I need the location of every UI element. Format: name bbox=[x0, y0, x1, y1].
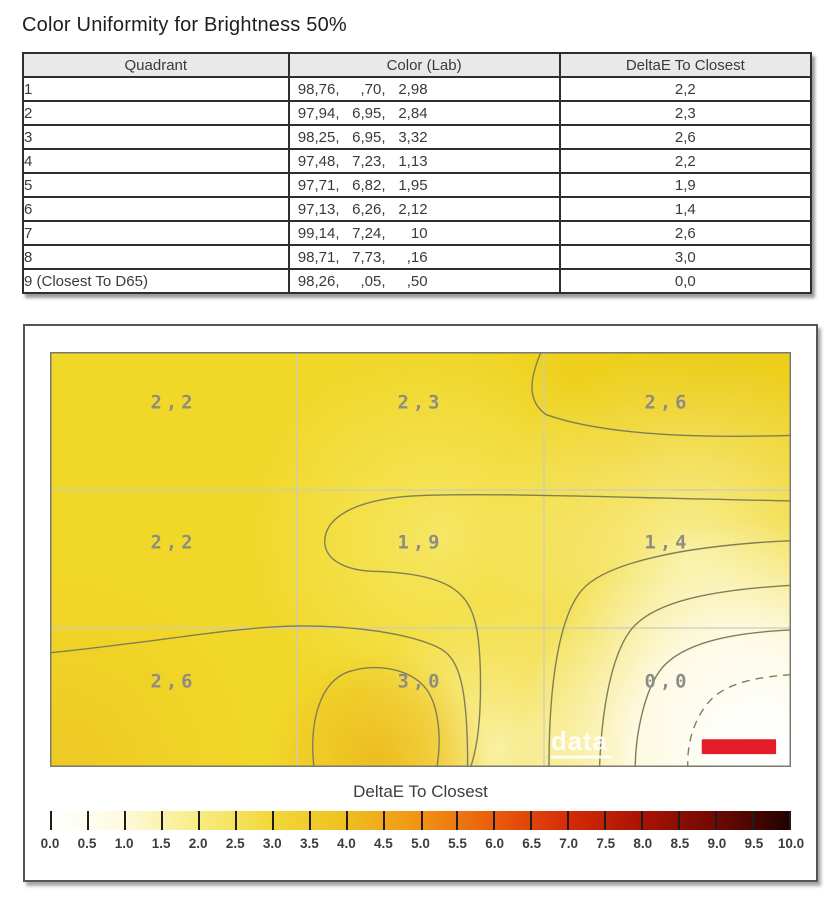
colorbar-tick-label: 2.5 bbox=[225, 836, 245, 851]
colorbar-tick bbox=[87, 811, 89, 830]
table-row bbox=[23, 149, 811, 173]
colorbar-tick-label: 10.0 bbox=[777, 836, 805, 851]
colorbar-tick bbox=[421, 811, 423, 830]
quadrant-cell: 9 (Closest To D65) bbox=[23, 269, 289, 293]
col-header-quadrant: Quadrant bbox=[23, 53, 289, 77]
colorbar-tick-label: 0.0 bbox=[40, 836, 60, 851]
cell-value-label: 2,2 bbox=[150, 392, 197, 414]
lab-color-cell bbox=[289, 101, 560, 125]
lab-value: 2,12 bbox=[398, 200, 428, 218]
lab-value: 97,94, bbox=[297, 104, 340, 122]
lab-value: 1,13 bbox=[398, 152, 428, 170]
lab-value: ,05, bbox=[360, 272, 386, 290]
colorbar-tick-label: 4.5 bbox=[374, 836, 393, 851]
colorbar-tick bbox=[346, 811, 348, 830]
quadrant-cell: 7 bbox=[23, 221, 289, 245]
table-row bbox=[23, 221, 811, 245]
colorbar-tick bbox=[198, 811, 200, 830]
quadrant-cell: 2 bbox=[23, 101, 289, 125]
quadrant-cell: 8 bbox=[23, 245, 289, 269]
cell-value-label: 3,0 bbox=[397, 671, 444, 693]
deltae-cell: 2,3 bbox=[560, 101, 811, 125]
quadrant-cell: 1 bbox=[23, 77, 289, 101]
lab-value: 97,71, bbox=[297, 176, 340, 194]
table-row bbox=[23, 245, 811, 269]
lab-value: 98,26, bbox=[297, 272, 340, 290]
colorbar-tick bbox=[567, 811, 569, 830]
lab-value: 7,24, bbox=[352, 224, 386, 242]
table-row bbox=[23, 173, 811, 197]
page-title: Color Uniformity for Brightness 50% bbox=[22, 14, 347, 36]
deltae-cell: 2,2 bbox=[560, 149, 811, 173]
lab-value: 6,82, bbox=[352, 176, 386, 194]
colorbar-tick bbox=[715, 811, 717, 830]
lab-value: 2,84 bbox=[398, 104, 428, 122]
lab-value: 98,71, bbox=[297, 248, 340, 266]
lab-value: 98,25, bbox=[297, 128, 340, 146]
lab-value: 3,32 bbox=[398, 128, 428, 146]
lab-value: 7,73, bbox=[352, 248, 386, 266]
colorbar bbox=[40, 782, 805, 854]
cell-value-label: 2,3 bbox=[397, 392, 444, 414]
colorbar-tick-label: 3.0 bbox=[262, 836, 282, 851]
deltae-cell: 1,4 bbox=[560, 197, 811, 221]
lab-color-cell bbox=[289, 77, 560, 101]
lab-value: 99,14, bbox=[297, 224, 340, 242]
lab-value: 1,95 bbox=[398, 176, 428, 194]
lab-value: ,70, bbox=[360, 80, 386, 98]
lab-value: 98,76, bbox=[297, 80, 340, 98]
colorbar-tick-label: 9.5 bbox=[744, 836, 764, 851]
deltae-cell: 2,6 bbox=[560, 221, 811, 245]
lab-value: 97,13, bbox=[297, 200, 340, 218]
colorbar-tick-label: 4.0 bbox=[337, 836, 356, 851]
deltae-cell: 3,0 bbox=[560, 245, 811, 269]
lab-value: 10 bbox=[410, 224, 428, 242]
colorbar-tick bbox=[493, 811, 495, 830]
heatmap-field bbox=[50, 352, 791, 767]
table-row bbox=[23, 125, 811, 149]
lab-value: 6,95, bbox=[352, 104, 386, 122]
deltae-cell: 1,9 bbox=[560, 173, 811, 197]
quadrant-cell: 4 bbox=[23, 149, 289, 173]
colorbar-tick-label: 3.5 bbox=[299, 836, 319, 851]
lab-color-cell bbox=[289, 245, 560, 269]
colorbar-title: DeltaE To Closest bbox=[353, 782, 488, 801]
watermark bbox=[551, 728, 612, 757]
lab-value: 7,23, bbox=[352, 152, 386, 170]
quadrant-table bbox=[22, 52, 812, 294]
colorbar-tick-labels bbox=[40, 836, 805, 854]
colorbar-tick bbox=[235, 811, 237, 830]
colorbar-tick bbox=[124, 811, 126, 830]
deltae-cell: 2,6 bbox=[560, 125, 811, 149]
colorbar-tick bbox=[789, 811, 791, 830]
cell-value-label: 2,6 bbox=[644, 392, 691, 414]
table-row bbox=[23, 197, 811, 221]
colorbar-tick bbox=[678, 811, 680, 830]
table-row bbox=[23, 77, 811, 101]
colorbar-tick bbox=[604, 811, 606, 830]
deltae-cell: 2,2 bbox=[560, 77, 811, 101]
colorbar-tick-label: 8.5 bbox=[670, 836, 690, 851]
colorbar-tick bbox=[456, 811, 458, 830]
colorbar-tick-label: 6.5 bbox=[522, 836, 542, 851]
lab-color-cell bbox=[289, 269, 560, 293]
col-header-color-lab: Color (Lab) bbox=[289, 53, 560, 77]
cell-value-label: 2,6 bbox=[150, 671, 197, 693]
colorbar-tick-label: 8.0 bbox=[633, 836, 653, 851]
quadrant-cell: 5 bbox=[23, 173, 289, 197]
quadrant-cell: 6 bbox=[23, 197, 289, 221]
quadrant-cell: 3 bbox=[23, 125, 289, 149]
cell-value-label: 0,0 bbox=[644, 671, 691, 693]
colorbar-tick-label: 1.5 bbox=[151, 836, 171, 851]
colorbar-tick bbox=[530, 811, 532, 830]
colorbar-tick bbox=[50, 811, 52, 830]
colorbar-tick-label: 5.0 bbox=[411, 836, 430, 851]
lab-value: 97,48, bbox=[297, 152, 340, 170]
colorbar-tick bbox=[752, 811, 754, 830]
lab-color-cell bbox=[289, 197, 560, 221]
colorbar-tick-label: 7.0 bbox=[559, 836, 579, 851]
col-header-deltae: DeltaE To Closest bbox=[560, 53, 811, 77]
lab-color-cell bbox=[289, 125, 560, 149]
table-row bbox=[23, 101, 811, 125]
colorbar-tick-label: 2.0 bbox=[188, 836, 208, 851]
cell-value-label: 2,2 bbox=[150, 532, 197, 554]
colorbar-tick bbox=[641, 811, 643, 830]
lab-color-cell bbox=[289, 173, 560, 197]
lab-color-cell bbox=[289, 149, 560, 173]
lab-value: ,50 bbox=[406, 272, 428, 290]
lab-value: 6,95, bbox=[352, 128, 386, 146]
colorbar-tick bbox=[272, 811, 274, 830]
colorbar-tick-label: 0.5 bbox=[77, 836, 97, 851]
deltae-cell: 0,0 bbox=[560, 269, 811, 293]
table-row bbox=[23, 269, 811, 293]
colorbar-tick-label: 1.0 bbox=[114, 836, 134, 851]
colorbar-tick-label: 5.5 bbox=[448, 836, 467, 851]
watermark-text: data bbox=[550, 728, 608, 757]
contour-plot bbox=[50, 352, 791, 767]
lab-value: 6,26, bbox=[352, 200, 386, 218]
colorbar-tick bbox=[161, 811, 163, 830]
colorbar-tick-label: 9.0 bbox=[707, 836, 727, 851]
logo-red-bar bbox=[702, 739, 776, 754]
table-header-row bbox=[23, 53, 811, 77]
cell-value-label: 1,4 bbox=[644, 532, 691, 554]
colorbar-gradient-strip bbox=[50, 811, 791, 830]
lab-value: ,16 bbox=[406, 248, 428, 266]
contour-figure-panel bbox=[23, 324, 818, 882]
lab-value: 2,98 bbox=[398, 80, 428, 98]
colorbar-tick bbox=[309, 811, 311, 830]
colorbar-tick bbox=[383, 811, 385, 830]
cell-value-label: 1,9 bbox=[397, 532, 444, 554]
lab-color-cell bbox=[289, 221, 560, 245]
colorbar-tick-label: 6.0 bbox=[485, 836, 504, 851]
colorbar-tick-label: 7.5 bbox=[596, 836, 616, 851]
